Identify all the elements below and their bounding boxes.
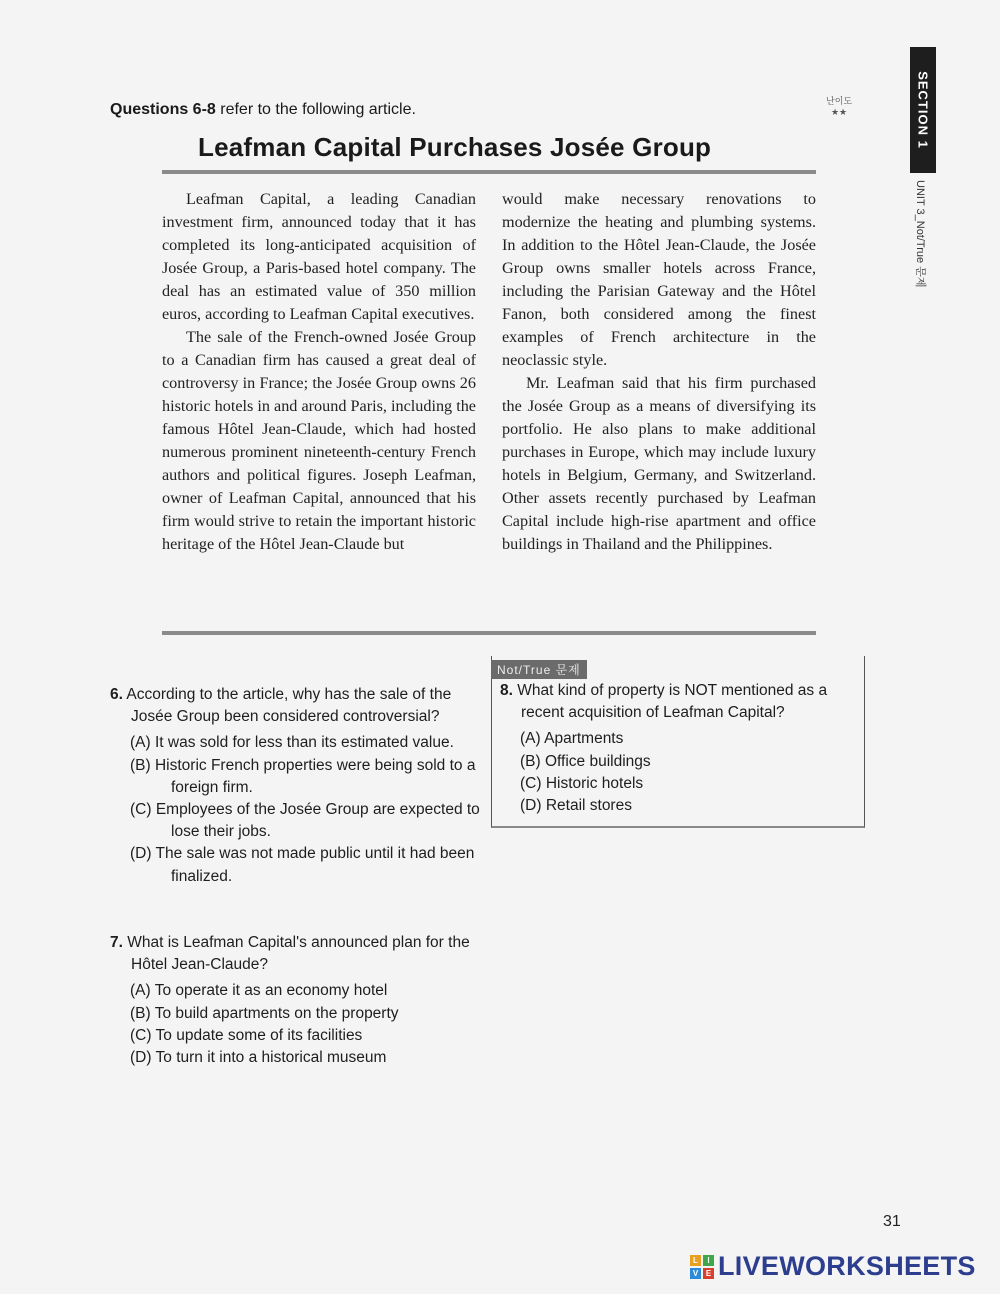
option-d[interactable]: (D) Retail stores [520,797,632,815]
article-paragraph: Leafman Capital, a leading Canadian investment firm, announced today that it has completed its long-anticipated acquisition of Josée Group, a Paris-based hotel company. The deal has an estimated value of 350 million euros, according to Leafman Capital executives. [162,190,476,323]
article-paragraph: would make necessary renovations to modernize the heating and plumbing systems. In addition to the Hôtel Jean-Claude, the Josée Group owns smaller hotels across France, including the Parisian Gateway and the Hôtel Fanon, both considered among the finest examples of French architecture in the neoclassic style. [502,190,816,369]
questions-intro [110,101,416,119]
option-b[interactable]: (B) Office buildings [520,752,651,770]
option-a[interactable]: (A) Apartments [520,730,624,748]
article-body [162,188,816,556]
question-stem [500,680,850,724]
logo-letter: V [690,1268,701,1279]
section-label: SECTION 1 [915,71,931,149]
option-a[interactable]: (A) It was sold for less than its estimated value. [130,734,454,752]
question-number: 6. [110,686,123,703]
option-c[interactable]: (C) Historic hotels [520,774,644,792]
intro-bold: Questions 6-8 [110,101,216,118]
question-7 [110,932,490,1069]
question-text: What kind of property is NOT mentioned as a recent acquisition of Leafman Capital? [517,682,828,722]
logo-letter: I [703,1255,714,1266]
top-rule [162,170,816,174]
section-tab [910,47,936,173]
unit-label: UNIT 3_Not/True 문제 [914,180,926,288]
options-list [110,732,490,887]
option-d[interactable]: (D) The sale was not made public until it had been finalized. [130,845,475,885]
question-number: 8. [500,682,513,699]
unit-tab [910,180,936,330]
options-list [500,728,850,817]
intro-rest: refer to the following article. [215,101,416,118]
question-6 [110,684,490,888]
option-c[interactable]: (C) To update some of its facilities [130,1026,363,1044]
article-headline [162,132,816,163]
question-text: What is Leafman Capital's announced plan for the Hôtel Jean-Claude? [127,934,470,974]
difficulty-label: 난이도 [826,96,853,106]
article-right-column [502,188,816,556]
question-text: According to the article, why has the sale of the Josée Group been considered controversial? [126,686,452,726]
bottom-rule [162,631,816,635]
question-type-tag: Not/True 문제 [491,660,587,679]
logo-grid-icon [690,1255,714,1279]
option-b[interactable]: (B) Historic French properties were being sold to a foreign firm. [130,756,476,796]
question-stem [110,684,490,728]
headline-text: Leafman Capital Purchases Josée Group [198,132,712,162]
brand-name: LIVEWORKSHEETS [718,1251,976,1281]
article-paragraph: Mr. Leafman said that his firm purchased the Josée Group as a means of diversifying its portfolio. He also plans to make additional purchases in Europe, which may include luxury hotels in Belgium, Germany, and Switzerland. Other assets recently purchased by Leafman Capital include high-rise apartment and office buildings in Thailand and the Philippines. [502,374,816,553]
question-number: 7. [110,934,123,951]
options-list [110,980,490,1069]
logo-letter: E [703,1268,714,1279]
question-stem [110,932,490,976]
option-a[interactable]: (A) To operate it as an economy hotel [130,982,388,1000]
page-number: 31 [883,1213,901,1230]
option-b[interactable]: (B) To build apartments on the property [130,1004,399,1022]
liveworksheets-logo[interactable] [690,1251,976,1282]
logo-letter: L [690,1255,701,1266]
option-c[interactable]: (C) Employees of the Josée Group are expected to lose their jobs. [130,801,480,841]
difficulty-indicator [826,96,852,118]
option-d[interactable]: (D) To turn it into a historical museum [130,1049,387,1067]
article-paragraph: The sale of the French-owned Josée Group to a Canadian firm has caused a great deal of controversy in France; the Josée Group owns 26 historic hotels in and around Paris, including the famous Hôtel Jean-Claude, which had hosted numerous prominent nineteenth-century French authors and political figures. Joseph Leafman, owner of Leafman Capital, announced that his firm would strive to retain the important historic heritage of the Hôtel Jean-Claude but [162,328,476,553]
article-left-column [162,188,476,556]
difficulty-stars: ★★ [830,107,848,117]
question-8 [500,680,850,817]
